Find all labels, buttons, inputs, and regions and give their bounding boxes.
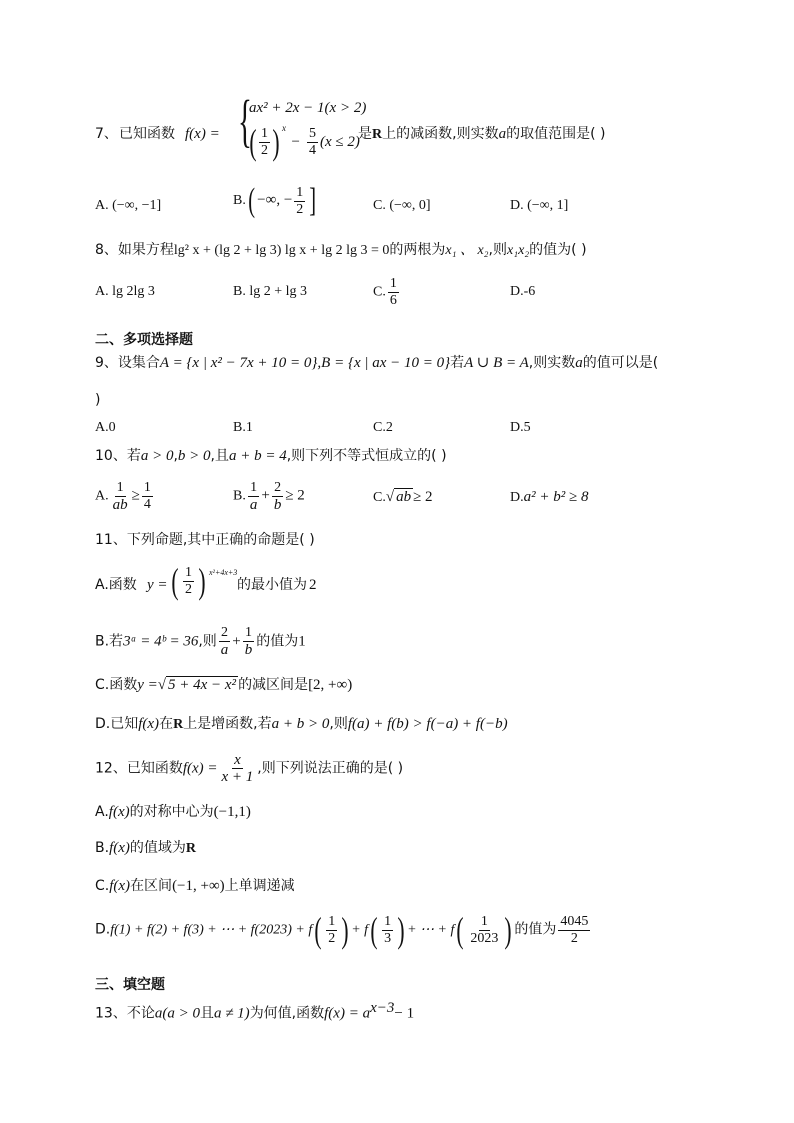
q10-option-d: D.a² + b² ≥ 8 — [510, 489, 589, 505]
q12-option-d: D.f(1) + f(2) + f(3) + ⋯ + f(2023) + f( $\frac{1}{2}$ ) + f( $\frac{1}{3}$ ) + ⋯ + f( $\frac{1}{2023}$ ) 的值为 $\frac{4045}{2}$ — [95, 910, 589, 950]
q7-fx: f(x) = — [185, 126, 220, 142]
question-10: 10、若a > 0,b > 0,且a + b = 4,则下列不等式恒成立的( ) — [95, 448, 447, 464]
q10-option-c: C.√ ab ≥ 2 — [373, 489, 433, 505]
q11-option-c: C.函数y =√ 5 + 4x − x² 的减区间是[2, +∞) — [95, 677, 353, 693]
q8-option-d: D.-6 — [510, 284, 536, 299]
q7-brace: { — [237, 88, 252, 153]
q9-option-d: D.5 — [510, 420, 531, 435]
q12-option-b: B.f(x)的值域为R — [95, 840, 197, 856]
q10-option-b: B. $\frac{1}{a}$ + $\frac{2}{b}$ ≥ 2 — [233, 480, 305, 513]
q9-option-b: B.1 — [233, 420, 253, 435]
question-12: 12、已知函数f(x) = $\frac{x}{x + 1}$ ,则下列说法正确的是( ) — [95, 752, 404, 785]
q9-option-c: C.2 — [373, 420, 393, 435]
q7-lead: 已知函数 — [119, 126, 175, 142]
question-8: 8、如果方程lg² x + (lg 2 + lg 3) lg x + lg 2 lg 3 = 0的两根为x₁ 、 x₂,则x₁x₂的值为( ) — [95, 242, 587, 258]
q9-close-paren: ) — [95, 392, 101, 408]
q11-option-b: B.若3ᵃ = 4ᵇ = 36,则 $\frac{2}{a}$ + $\frac{1}{b}$ 的值为1 — [95, 625, 306, 658]
document-page: 7、 已知函数 f(x) = { ax² + 2x − 1(x > 2) ( $\frac{1}{2}$ ) x − $\frac{5}{4}$ (x ≤ 2) 是R上的减函数,则实数a的取值范围是( ) A. (−∞, −1] B.( −∞, − $\frac{1}{2}$ ] C. (−∞, 0] D. (−∞, 1] 8、如果方程lg² x + (lg 2 + lg 3) lg x + lg 2 lg 3 = 0的两根为x₁ 、 x₂,则x₁x₂的值为( ) A. lg 2lg 3 B. lg 2 + lg 3 C. $\frac{1}{6}$ D.-6 二、多项选择题 9、设集合A = {x | x² − 7x + 10 = 0},B = {x | ax − 10 = 0}若A ∪ B = A,则实数a的值可以是( ) A.0 B.1 C.2 D.5 10、若a > 0,b > 0,且a + b = 4,则下列不等式恒成立的( ) A. $\frac{1}{ab}$ ≥ $\frac{1}{4}$ B. $\frac{1}{a}$ + $\frac{2}{b}$ ≥ 2 C.√ ab ≥ 2 D.a² + b² ≥ 8 11、下列命题,其中正确的命题是( ) A.函数 y = ( $\frac{1}{2}$ ) x²+4x+3 的最小值为 2 B.若3ᵃ = 4ᵇ = 36,则 $\frac{2}{a}$ + $\frac{1}{b}$ 的值为1 C.函数y =√ 5 + 4x − x² 的减区间是[2, +∞) D.已知f(x)在R上是增函数,若a + b > 0,则f(a) + f(b) > f(−a) + f(−b) 12、已知函数f(x) = $\frac{x}{x + 1}$ ,则下列说法正确的是( ) A.f(x)的对称中心为(−1,1) B.f(x)的值域为R C.f(x)在区间(−1, +∞)上单调递减 D.f(1) + f(2) + f(3) + ⋯ + f(2023) + f( $\frac{1}{2}$ ) + f( $\frac{1}{3}$ ) + ⋯ + f( $\frac{1}{2023}$ ) 的值为 $\frac{4045}{2}$ 三、填空题 13、不论a(a > 0且a ≠ 1)为何值,函数$f(x) = a^{x-3}- 1$ — [95, 88, 659, 1022]
q7-option-c: C. (−∞, 0] — [373, 198, 431, 213]
q11-option-d: D.已知f(x)在R上是增函数,若a + b > 0,则f(a) + f(b) > f(−a) + f(−b) — [95, 716, 508, 732]
q7-option-a: A. (−∞, −1] — [95, 198, 162, 213]
q8-option-c: C. $\frac{1}{6}$ — [373, 276, 397, 308]
question-13: 13、不论a(a > 0且a ≠ 1)为何值,函数$f(x) = a^{x-3}- 1$ — [95, 1000, 415, 1022]
q7-option-b: B.( −∞, − $\frac{1}{2}$ ] — [233, 182, 317, 219]
q8-option-a: A. lg 2lg 3 — [95, 284, 155, 299]
question-11: 11、下列命题,其中正确的命题是( ) — [95, 532, 315, 548]
q10-option-a: A. $\frac{1}{ab}$ ≥ $\frac{1}{4}$ — [95, 480, 151, 513]
section-2-heading: 二、多项选择题 — [95, 332, 193, 348]
q7-case2: ( $\frac{1}{2}$ ) x − $\frac{5}{4}$ (x ≤ 2) — [249, 122, 360, 162]
q7-case1: ax² + 2x − 1(x > 2) — [249, 100, 367, 116]
question-9: 9、设集合A = {x | x² − 7x + 10 = 0},B = {x | ax − 10 = 0}若A ∪ B = A,则实数a的值可以是( — [95, 355, 659, 371]
q7-tail: 是R上的减函数,则实数a的取值范围是( ) — [358, 126, 606, 142]
q12-option-c: C.f(x)在区间(−1, +∞)上单调递减 — [95, 878, 295, 894]
q7-option-d: D. (−∞, 1] — [510, 198, 569, 213]
section-3-heading: 三、填空题 — [95, 977, 165, 993]
q12-option-a: A.f(x)的对称中心为(−1,1) — [95, 804, 251, 820]
q9-option-a: A.0 — [95, 420, 116, 435]
q7-number: 7、 — [95, 126, 118, 142]
q8-option-b: B. lg 2 + lg 3 — [233, 284, 308, 299]
